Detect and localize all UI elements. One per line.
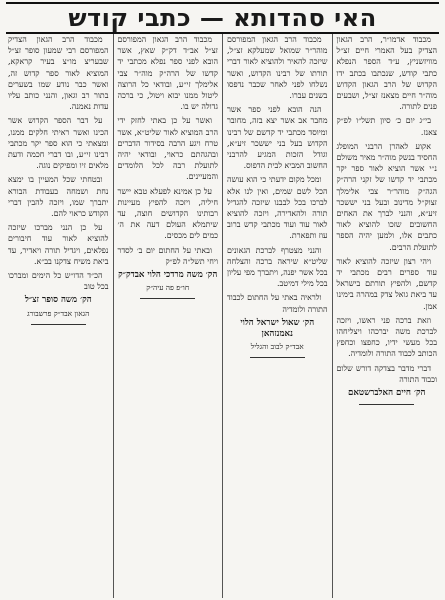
- signature-title: הגאון אבד״ק פרשבורג: [27, 308, 90, 318]
- letter-paragraph: מכבוד הרב הגאון הצדיק המפורסם רבי שמעון סופר זצ״ל שבעריצ מו״צ בעיר קראקא, המוציא לאור ספר קדוש זה, ואשר כבר נודע שמו בשערים בתור רב וגאון, והנני כותב עליו עדות נאמנה.: [8, 35, 109, 112]
- letter-paragraph: על כן אמינא לפעלא טבא יישר חיליה, ויזכה להפיץ מעיינות רבותינו הקדושים חוצה, עד שיתמלא העולם דעה את ה׳ כמים לים מכסים.: [117, 186, 218, 241]
- signature: הק׳ משה סופר זצ״ל: [24, 295, 92, 306]
- letter-paragraph: מכבוד הרב הגאון המפורסם מוהר״ר שמואל שמעלקא זצ״ל, שיזכה להאיר ולהוציא לאור דברי תורתו של רבינו הקדוש, ואשר נשלחו לפני לאחר שכבר נדפסו בשנים עברו.: [227, 35, 328, 101]
- letter-paragraph: בי״ג יום כ׳ סיון תשל״ו לפ״ק צאנז.: [336, 116, 437, 137]
- letter-paragraph: ויהי רצון שיזכה להוציא לאור עוד ספרים רבים מכתבי יד קדשם, ולהפיץ תורתם בישראל עד ביאת גואל צדק במהרה בימינו אמן.: [336, 256, 437, 311]
- signature: הק׳ חיים האלברשטאם: [348, 388, 426, 399]
- letter-paragraph: דברי מדבר בצדקה דורש שלום וכבוד התורה: [336, 363, 437, 384]
- section-divider: [31, 324, 86, 325]
- column-1: [333, 34, 442, 598]
- section-divider: [359, 404, 414, 405]
- letter-paragraph: ולראיה באתי על החתום לכבוד התורה ולומדיה: [227, 293, 328, 314]
- letter-paragraph: ובטחתי שכל המעיין בו ימצא נחת ושמחה בעבודת הבורא יתברך שמו, ויזכה להבין דברי הקודש כראוי להם.: [8, 175, 109, 219]
- letter-paragraph: מכבוד הרב הגאון המפורסם זצ״ל אב״ד דק״ק שאץ, אשר הובא לפני ספר נפלא מכתבי יד קדשו של הרה״ק מוה״ר צבי אלימלך זי״ע, ובודאי כל הרוצה ליטול ממנו יבוא ויטול, כי ברכה גדולה יש בו.: [117, 35, 218, 112]
- letter-paragraph: ומכל מקום ידעתי כי הוא עושה הכל לשם שמים, ואין לנו אלא לברכו בכל לבבנו שיזכה להגדיל תורה ולהאדירה, ויזכה להוציא לאור עוד ועוד מכתבי קדש ברוב עוז ותפארת.: [227, 175, 328, 241]
- signature-title: חו״פ פה עיה״ק: [146, 283, 190, 293]
- letter-paragraph: על כן הנני מברכו שיזכה להוציא לאור עוד חיבורים נפלאים, ויגדיל תורה ויאדיר, עד ביאת משיח צדקנו בב״א.: [8, 223, 109, 266]
- section-divider: [250, 357, 305, 358]
- letter-paragraph: והנני מצטרף לברכת הגאונים שליט״א שיראה ברכה והצלחה בכל אשר יפנה, ויתברך מפי עליון בכל מילי דמיטב.: [227, 245, 328, 289]
- column-4: [4, 34, 114, 598]
- column-2: [223, 34, 333, 598]
- letter-paragraph: אקוע לאהרן הרבני המופלג החסיד בנשק מוה״ר מאיר משולם נ״י אשר הוציא לאור ספר יקר מכתבי יד קדשו של זקני הרה״ק הגה״ק מוהר״ר צבי אלימלך זצוק״ל מדינוב ובעל בני יששכר זיע״א, והנני לברך את האחים החשובים שזכו להוציא לאור כתבים אלו, ולמען יהיה הספר לתועלת הרבים.: [336, 141, 437, 252]
- column-3: [114, 34, 224, 598]
- section-divider: [140, 298, 195, 299]
- signature-title: אבד״ק לבוב והגליל: [250, 342, 304, 352]
- header-bar: [6, 2, 439, 34]
- letter-paragraph: מכבוד אדמו״ר, הרב הגאון הצדיק בעל האמרי חיים זצ״ל מוויזשניץ, ע״ד הספר הנפלא כתבי קודש, שנכתבו בכתב ידו הקדוש של הרב הגאון הקדוש מוה״ר חיים מצאנז זצ״ל, ושבעים פנים לתורה.: [336, 35, 437, 112]
- letter-paragraph: הנה הובא לפני ספר אשר מחבר אב אשר יצא בזה, מחובר ומיוסד מכתבי יד קדשם של רבינו הקדוש בעל בני יששכר זיע״א, וגודל הזכות המגיע להרבני החשוב המביא לבית הדפוס.: [227, 105, 328, 171]
- letter-paragraph: ובאתי על החתום יום ב׳ לסדר ויחי תשל״ה לפ״ק: [117, 245, 218, 266]
- signature: הק׳ משה מרדכי הלוי אבדק״ק: [118, 270, 218, 281]
- letter-paragraph: הכ״ד הדו״ש כל הימים ומברכו בכל טוב: [8, 271, 109, 292]
- letter-paragraph: ואשר על כן באתי לחזק ידי הרב המוציא לאור שליט״א, אשר טרח ויגע הרבה בסידור הדברים ובהגהתם כראוי, ובודאי יהיה לתועלת רבה לכל הלומדים והמעיינים.: [117, 116, 218, 182]
- letter-paragraph: וזאת ברכה פני ראשו, ויזכה לברכת משה יברכהו ויצליחהו בכל מעשי ידיו, כחפצו וכחפץ הכותב לכבוד התורה ולומדיה.: [336, 315, 437, 359]
- letter-paragraph: על דבר הספר הקדוש אשר הכינו ואשר ראיתי חלקים ממנו, ומצאתי כי הוא ספר יקר מכתבי רבינו זי״ע, ובו דברי חכמה ודעת מלאים זיו ומפיקים נוגה.: [8, 116, 109, 171]
- columns: [4, 34, 441, 598]
- signature: הק׳ שאול ישראל הלוי נאמנזהאן: [240, 317, 315, 340]
- page-title: האי סהדותא — כתבי קודש: [68, 4, 377, 32]
